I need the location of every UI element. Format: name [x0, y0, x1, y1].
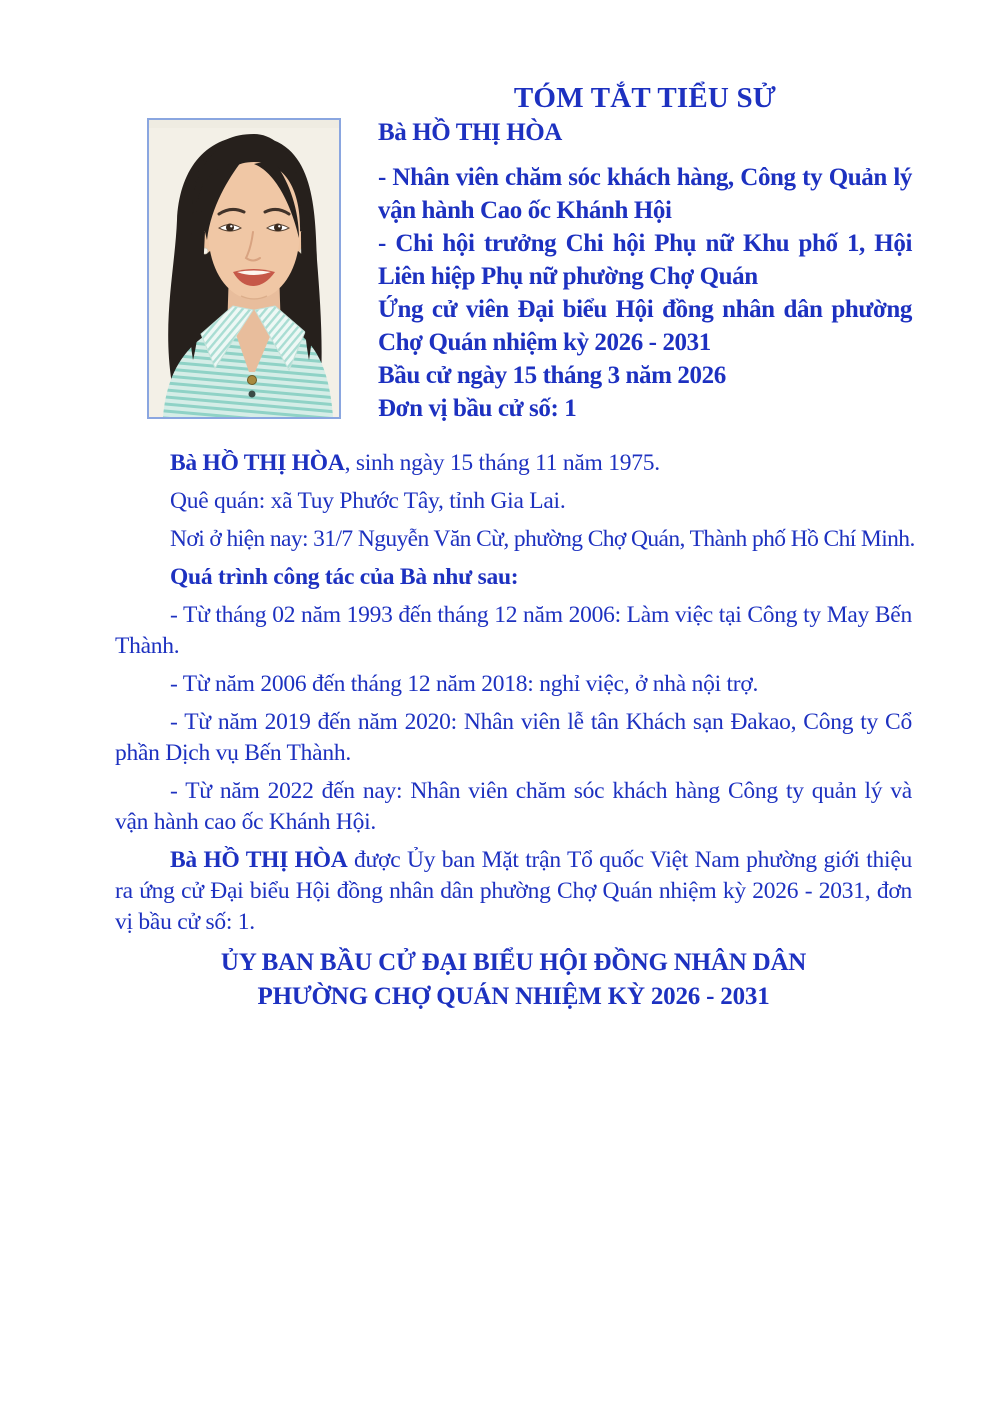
election-unit: Đơn vị bầu cử số: 1 [378, 395, 577, 422]
biography-body [115, 448, 915, 945]
career-item-2: - Từ năm 2006 đến tháng 12 năm 2018: nghỉ việc, ở nhà nội trợ. [170, 671, 759, 697]
birth-line-name: Bà HỒ THỊ HÒA [170, 450, 345, 476]
birth-line [115, 448, 912, 479]
candidate-role-2: - Chi hội trưởng Chi hội Phụ nữ Khu phố 1, Hội Liên hiệp Phụ nữ phường Chợ Quán [378, 230, 912, 290]
footer-line-1: ỦY BAN BẦU CỬ ĐẠI BIỂU HỘI ĐỒNG NHÂN DÂN [220, 949, 807, 976]
candidacy-statement: Ứng cử viên Đại biểu Hội đồng nhân dân phường Chợ Quán nhiệm kỳ 2026 - 2031 [378, 296, 912, 356]
career-item-1: - Từ tháng 02 năm 1993 đến tháng 12 năm 2006: Làm việc tại Công ty May Bến Thành. [115, 602, 912, 659]
candidate-role-1: - Nhân viên chăm sóc khách hàng, Công ty Quản lý vận hành Cao ốc Khánh Hội [378, 164, 912, 224]
closing-rest: được Ủy ban Mặt trận Tổ quốc Việt Nam phường giới thiệu ra ứng cử Đại biểu Hội đồng nhân dân phường Chợ Quán nhiệm kỳ 2026 - 2031, đơn vị bầu cử số: 1. [115, 847, 913, 935]
document-title: TÓM TẮT TIỂU SỬ [513, 82, 777, 114]
career-item-3: - Từ năm 2019 đến năm 2020: Nhân viên lễ tân Khách sạn Đakao, Công ty Cổ phần Dịch vụ Bến Thành. [115, 709, 912, 766]
birth-line-rest: , sinh ngày 15 tháng 11 năm 1975. [344, 450, 660, 476]
candidate-name: Bà HỒ THỊ HÒA [378, 119, 562, 146]
portrait-illustration [149, 120, 339, 417]
hometown-line: Quê quán: xã Tuy Phước Tây, tỉnh Gia Lai. [170, 488, 566, 514]
closing-paragraph [115, 845, 912, 938]
career-item-4: - Từ năm 2022 đến nay: Nhân viên chăm sóc khách hàng Công ty quản lý và vận hành cao ốc Khánh Hội. [115, 778, 912, 835]
candidate-summary [378, 116, 912, 425]
footer-line-2: PHƯỜNG CHỢ QUÁN NHIỆM KỲ 2026 - 2031 [257, 983, 770, 1010]
closing-name: Bà HỒ THỊ HÒA [170, 847, 348, 873]
election-committee-footer [115, 946, 912, 1014]
election-date: Bầu cử ngày 15 tháng 3 năm 2026 [378, 362, 726, 389]
residence-line: Nơi ở hiện nay: 31/7 Nguyễn Văn Cừ, phường Chợ Quán, Thành phố Hồ Chí Minh. [170, 526, 915, 552]
career-heading: Quá trình công tác của Bà như sau: [170, 564, 519, 590]
candidate-photo [147, 118, 341, 419]
